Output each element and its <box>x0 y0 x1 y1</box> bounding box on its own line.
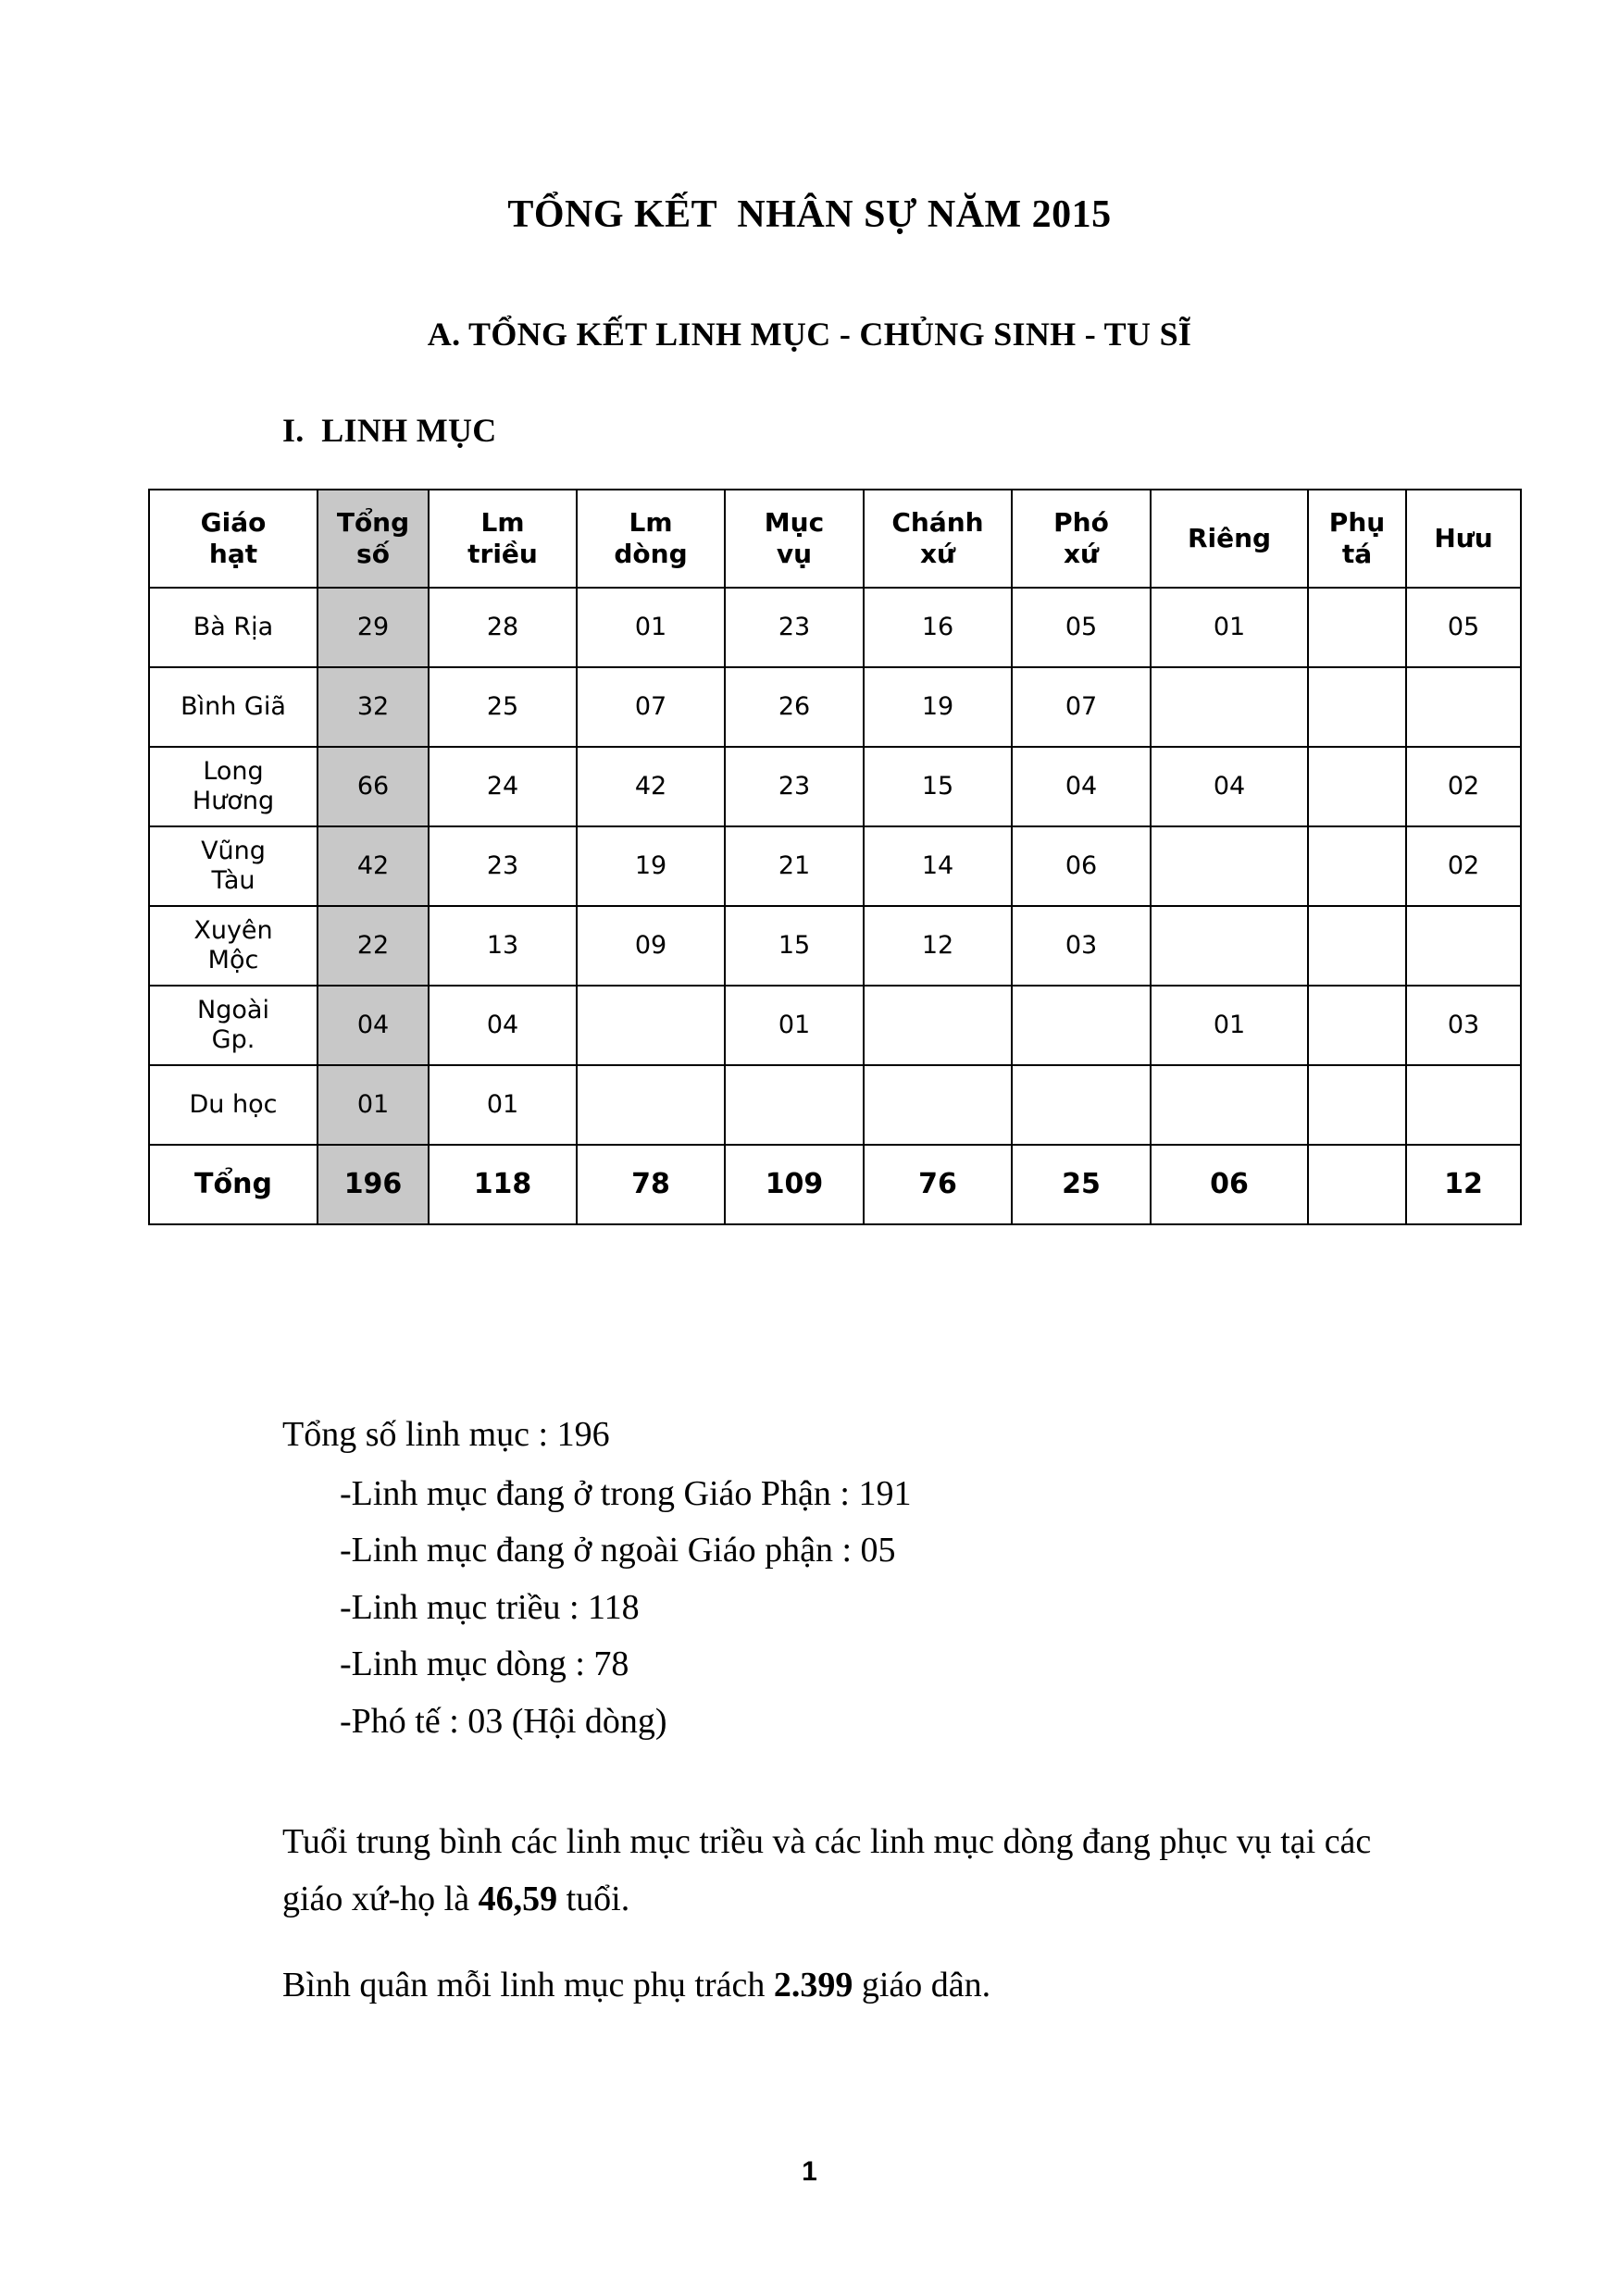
table-cell: 04 <box>1151 747 1308 826</box>
table-cell: 23 <box>725 588 864 667</box>
table-column-header: Riêng <box>1151 490 1308 588</box>
table-cell: 16 <box>864 588 1012 667</box>
table-row-label: Ngoài Gp. <box>149 986 318 1065</box>
table-cell: 03 <box>1406 986 1521 1065</box>
table-cell: 109 <box>725 1145 864 1224</box>
table-cell: 42 <box>318 826 429 906</box>
table-cell: 14 <box>864 826 1012 906</box>
table-cell: 28 <box>429 588 577 667</box>
table-column-header: Hưu <box>1406 490 1521 588</box>
table-column-header: Giáo hạt <box>149 490 318 588</box>
table-cell: 23 <box>725 747 864 826</box>
table-cell <box>1308 667 1406 747</box>
table-cell: 19 <box>864 667 1012 747</box>
table-cell: 05 <box>1406 588 1521 667</box>
average-age-value: 46,59 <box>478 1879 558 1918</box>
table-cell: 04 <box>318 986 429 1065</box>
table-cell <box>1012 1065 1151 1145</box>
table-cell: 118 <box>429 1145 577 1224</box>
table-cell: 25 <box>429 667 577 747</box>
table-column-header: Chánh xứ <box>864 490 1012 588</box>
table-column-header: Mục vụ <box>725 490 864 588</box>
table-cell: 13 <box>429 906 577 986</box>
table-cell: 02 <box>1406 747 1521 826</box>
table-cell <box>1151 1065 1308 1145</box>
table-row-label: Xuyên Mộc <box>149 906 318 986</box>
table-cell: 24 <box>429 747 577 826</box>
table-cell <box>1308 588 1406 667</box>
table-row-label: Tổng <box>149 1145 318 1224</box>
table-cell: 01 <box>577 588 725 667</box>
linh-muc-table-container <box>148 489 1493 1225</box>
summary-lead: Tổng số linh mục : 196 <box>282 1415 610 1454</box>
table-cell: 06 <box>1151 1145 1308 1224</box>
summary-item: -Phó tế : 03 (Hội dòng) <box>340 1701 667 1741</box>
table-row-label: Long Hương <box>149 747 318 826</box>
table-column-header: Lm dòng <box>577 490 725 588</box>
table-cell: 07 <box>1012 667 1151 747</box>
table-cell <box>1308 747 1406 826</box>
table-cell <box>864 986 1012 1065</box>
table-cell: 01 <box>318 1065 429 1145</box>
table-cell: 29 <box>318 588 429 667</box>
table-body <box>149 588 1521 1224</box>
table-cell: 04 <box>1012 747 1151 826</box>
table-cell: 02 <box>1406 826 1521 906</box>
table-cell: 12 <box>864 906 1012 986</box>
table-column-header: Tổng số <box>318 490 429 588</box>
linh-muc-statistics-table <box>148 489 1522 1225</box>
table-cell: 78 <box>577 1145 725 1224</box>
table-cell <box>1012 986 1151 1065</box>
table-row <box>149 588 1521 667</box>
table-cell: 22 <box>318 906 429 986</box>
table-cell <box>1151 906 1308 986</box>
table-row <box>149 1065 1521 1145</box>
table-cell: 07 <box>577 667 725 747</box>
table-cell: 05 <box>1012 588 1151 667</box>
table-cell <box>1308 906 1406 986</box>
table-column-header: Lm triều <box>429 490 577 588</box>
table-cell: 26 <box>725 667 864 747</box>
table-row <box>149 747 1521 826</box>
paragraph-parishioners-text-after: giáo dân. <box>853 1966 991 2004</box>
table-row <box>149 667 1521 747</box>
table-cell: 06 <box>1012 826 1151 906</box>
table-cell <box>577 1065 725 1145</box>
table-cell <box>1151 667 1308 747</box>
table-row <box>149 906 1521 986</box>
paragraph-parishioners-text-before: Bình quân mỗi linh mục phụ trách <box>282 1966 774 2004</box>
table-cell: 196 <box>318 1145 429 1224</box>
page-title: TỔNG KẾT NHÂN SỰ NĂM 2015 <box>507 193 1112 236</box>
table-header <box>149 490 1521 588</box>
table-cell <box>1308 1065 1406 1145</box>
table-cell <box>1308 826 1406 906</box>
table-column-header: Phó xứ <box>1012 490 1151 588</box>
table-row-label: Du học <box>149 1065 318 1145</box>
table-cell: 01 <box>1151 986 1308 1065</box>
table-row <box>149 986 1521 1065</box>
summary-item: -Linh mục triều : 118 <box>340 1587 640 1627</box>
table-cell: 12 <box>1406 1145 1521 1224</box>
table-cell: 32 <box>318 667 429 747</box>
table-cell: 04 <box>429 986 577 1065</box>
table-cell: 42 <box>577 747 725 826</box>
paragraph-parishioners-per-priest <box>282 1957 1375 2015</box>
table-cell <box>577 986 725 1065</box>
summary-item: -Linh mục đang ở ngoài Giáo phận : 05 <box>340 1531 896 1570</box>
table-cell <box>1406 906 1521 986</box>
table-row <box>149 826 1521 906</box>
table-row-label: Bình Giã <box>149 667 318 747</box>
table-cell: 03 <box>1012 906 1151 986</box>
table-cell: 15 <box>864 747 1012 826</box>
table-cell <box>1406 667 1521 747</box>
table-column-header: Phụ tá <box>1308 490 1406 588</box>
paragraph-average-age-text-before: Tuổi trung bình các linh mục triều và các linh mục dòng đang phục vụ tại các giáo xứ-họ là <box>282 1822 1372 1918</box>
table-cell <box>1406 1065 1521 1145</box>
table-cell: 25 <box>1012 1145 1151 1224</box>
table-cell: 66 <box>318 747 429 826</box>
table-cell: 09 <box>577 906 725 986</box>
paragraph-average-age <box>282 1814 1375 1928</box>
table-header-row <box>149 490 1521 588</box>
table-cell <box>864 1065 1012 1145</box>
section-heading-a: A. TỔNG KẾT LINH MỤC - CHỦNG SINH - TU SĨ <box>427 316 1192 353</box>
table-cell <box>725 1065 864 1145</box>
table-cell: 76 <box>864 1145 1012 1224</box>
table-cell: 21 <box>725 826 864 906</box>
summary-item-list <box>282 1466 1439 1751</box>
table-cell: 19 <box>577 826 725 906</box>
table-row-label: Bà Rịa <box>149 588 318 667</box>
paragraph-average-age-text-after: tuổi. <box>557 1879 630 1918</box>
summary-block <box>282 1407 1439 1750</box>
section-heading-i: I. LINH MỤC <box>282 412 497 449</box>
table-cell: 01 <box>429 1065 577 1145</box>
table-cell: 23 <box>429 826 577 906</box>
table-cell <box>1308 986 1406 1065</box>
table-row-label: Vũng Tàu <box>149 826 318 906</box>
parishioners-per-priest-value: 2.399 <box>773 1966 853 2004</box>
summary-item: -Linh mục dòng : 78 <box>340 1644 629 1684</box>
table-cell: 15 <box>725 906 864 986</box>
table-cell <box>1308 1145 1406 1224</box>
summary-item: -Linh mục đang ở trong Giáo Phận : 191 <box>340 1473 912 1513</box>
table-cell <box>1151 826 1308 906</box>
table-cell: 01 <box>1151 588 1308 667</box>
table-row <box>149 1145 1521 1224</box>
page-number: 1 <box>802 2156 817 2187</box>
table-cell: 01 <box>725 986 864 1065</box>
